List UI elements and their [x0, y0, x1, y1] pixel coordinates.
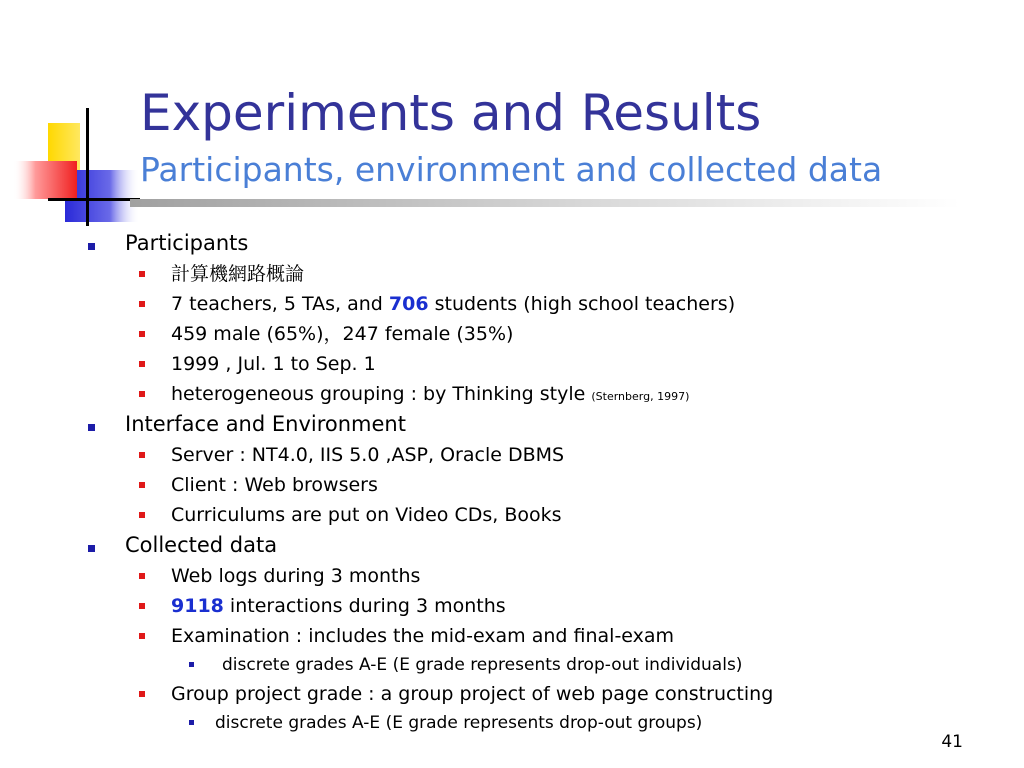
bullet-square-icon [88, 243, 95, 250]
list-item-curriculum [0, 500, 1024, 530]
list-item-course-name [0, 259, 1024, 289]
bullet-square-icon [139, 331, 145, 337]
exam-grades-text: discrete grades A-E (E grade represents drop-out individuals) [222, 655, 743, 675]
slide-subtitle: Participants, environment and collected data [140, 150, 883, 189]
bullet-square-icon [139, 691, 145, 697]
list-item-group-grades [0, 709, 1024, 737]
citation-text: (Sternberg, 1997) [591, 390, 690, 403]
counts-prefix-text: 7 teachers, 5 TAs, and [171, 293, 389, 315]
bullet-square-icon [189, 662, 194, 667]
logo-horizontal-line [48, 198, 140, 201]
bullet-square-icon [139, 633, 145, 639]
list-item-period [0, 349, 1024, 379]
list-item-weblogs [0, 561, 1024, 591]
bullet-square-icon [88, 424, 95, 431]
server-text: Server : NT4.0, IIS 5.0 ,ASP, Oracle DBMS [171, 444, 565, 466]
gender-text: 459 male (65%)，247 female (35%) [171, 323, 514, 345]
bullet-square-icon [139, 271, 145, 277]
bullet-square-icon [88, 545, 95, 552]
list-item-exam-grades [0, 651, 1024, 679]
group-project-text: Group project grade : a group project of web page constructing [171, 683, 774, 705]
course-name-text: 計算機網路概論 [171, 263, 305, 285]
client-text: Client : Web browsers [171, 474, 378, 496]
bullet-square-icon [139, 361, 145, 367]
slide-logo-decoration [0, 0, 140, 240]
logo-vertical-line [86, 108, 89, 226]
grouping-text: heterogeneous grouping : by Thinking style [171, 383, 592, 405]
bullet-square-icon [139, 452, 145, 458]
section-heading: Interface and Environment [125, 412, 406, 436]
slide-title: Experiments and Results [140, 84, 762, 142]
page-number: 41 [941, 732, 963, 752]
logo-red-block [13, 161, 77, 199]
bullet-square-icon [189, 720, 194, 725]
bullet-square-icon [139, 603, 145, 609]
bullet-square-icon [139, 391, 145, 397]
examination-text: Examination : includes the mid-exam and final-exam [171, 625, 675, 647]
bullet-square-icon [139, 482, 145, 488]
list-item-examination [0, 621, 1024, 651]
title-divider [130, 199, 960, 207]
list-item-group-project [0, 679, 1024, 709]
student-count-highlight: 706 [388, 293, 429, 315]
list-item-collected-data [0, 530, 1024, 561]
interactions-suffix-text: interactions during 3 months [223, 595, 506, 617]
list-item-participant-counts [0, 289, 1024, 319]
weblogs-text: Web logs during 3 months [171, 565, 421, 587]
list-item-server [0, 440, 1024, 470]
bullet-list [0, 228, 1024, 737]
interaction-count-highlight: 9118 [171, 595, 224, 617]
bullet-square-icon [139, 512, 145, 518]
list-item-gender [0, 319, 1024, 349]
bullet-square-icon [139, 301, 145, 307]
list-item-grouping [0, 379, 1024, 409]
counts-suffix-text: students (high school teachers) [428, 293, 736, 315]
bullet-square-icon [139, 573, 145, 579]
list-item-participants [0, 228, 1024, 259]
curriculum-text: Curriculums are put on Video CDs, Books [171, 504, 562, 526]
group-grades-text: discrete grades A-E (E grade represents drop-out groups) [215, 713, 703, 733]
section-heading: Collected data [125, 533, 278, 557]
list-item-interactions [0, 591, 1024, 621]
list-item-interface [0, 409, 1024, 440]
period-text: 1999 , Jul. 1 to Sep. 1 [171, 353, 376, 375]
section-heading: Participants [125, 231, 249, 255]
list-item-client [0, 470, 1024, 500]
